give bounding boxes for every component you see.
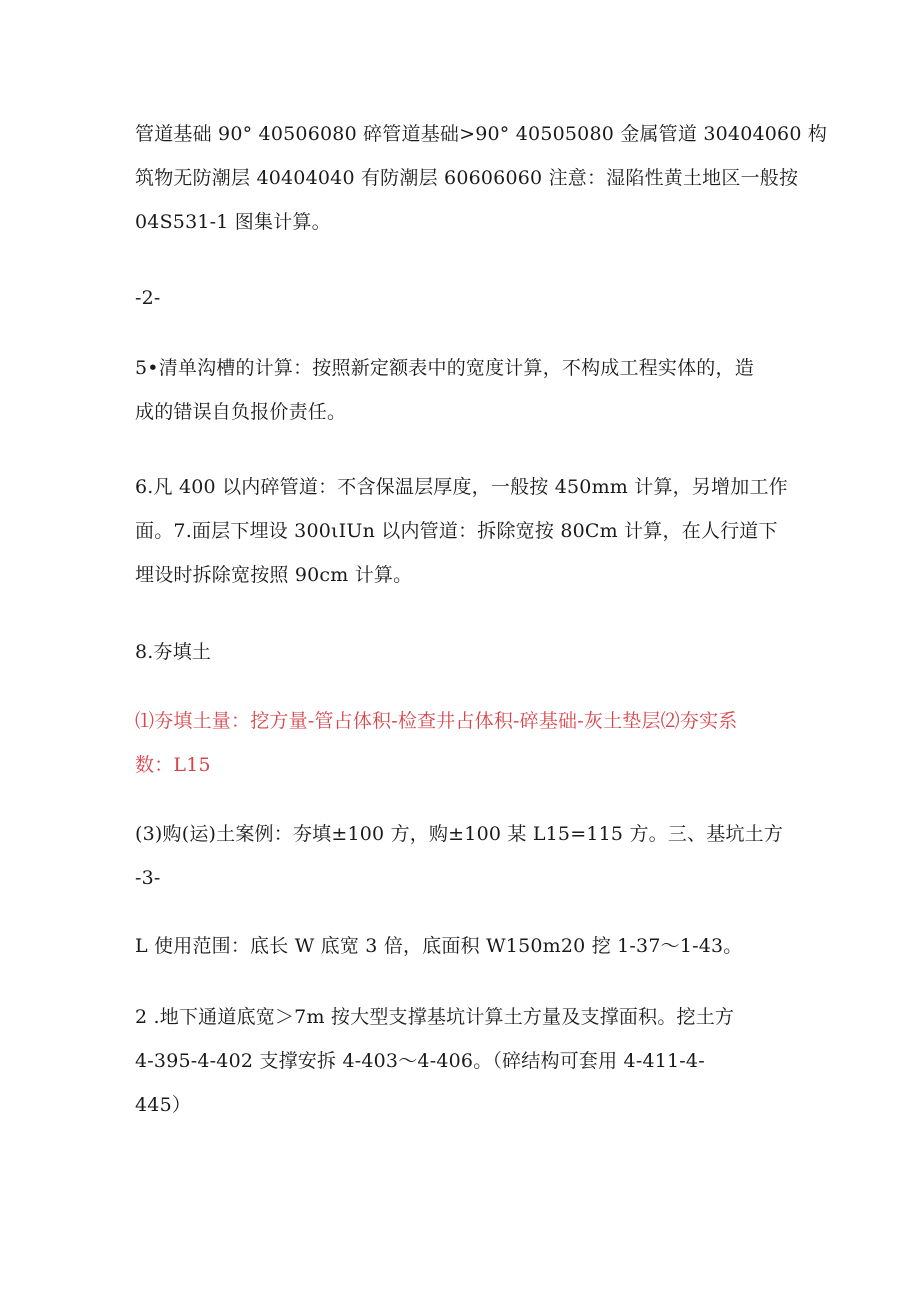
text-line: (3)购(运)土案例：夯填±100 方，购±100 某 L15=115 方。三、基坑土方 [135,823,784,845]
text-line: 成的错误自负报价责任。 [135,401,347,423]
text-line: 数：L15 [135,754,211,776]
text-line: 6.凡 400 以内碎管道：不含保温层厚度，一般按 450mm 计算，另增加工作 [135,476,788,498]
text-line: 筑物无防潮层 40404040 有防潮层 60606060 注意：湿陷性黄土地区一般按 [135,167,799,189]
text-line: 2 .地下通道底宽＞7m 按大型支撑基坑计算土方量及支撑面积。挖土方 [135,1006,735,1028]
paragraph-item-8-sub-3 [135,812,785,900]
text-line: 4-395-4-402 支撑安拆 4-403～4-406。（碎结构可套用 4-411-4- [135,1050,705,1072]
text-line: 管道基础 90° 40506080 碎管道基础>90° 40505080 金属管道 30404060 构 [135,123,828,145]
text-line: -2- [135,287,161,309]
text-line: 445） [135,1094,192,1116]
page-number [135,276,785,320]
text-line: 5•清单沟槽的计算：按照新定额表中的宽度计算，不构成工程实体的，造 [135,357,754,379]
text-line: 面。7.面层下埋设 300ιIUn 以内管道：拆除宽按 80Cm 计算，在人行道下 [135,520,778,542]
paragraph-item-6-7 [135,465,788,597]
text-line: 04S531-1 图集计算。 [135,211,331,233]
text-line: 8.夯填土 [135,641,212,663]
paragraph-pipe-base [135,112,828,244]
paragraph-pit-2 [135,995,785,1127]
paragraph-item-8-sub-1-2 [135,699,785,787]
text-line: L 使用范围：底长 W 底宽 3 倍，底面积 W150m20 挖 1-37～1-43。 [135,935,743,957]
paragraph-pit-1 [135,924,785,968]
paragraph-item-5 [135,346,785,434]
page-number: -3- [135,867,161,889]
text-line: 埋设时拆除宽按照 90cm 计算。 [135,564,413,586]
paragraph-item-8-title [135,630,785,674]
text-line: ⑴夯填土量：挖方量-管占体积-检查井占体积-碎基础-灰土垫层⑵夯实系 [135,710,738,732]
